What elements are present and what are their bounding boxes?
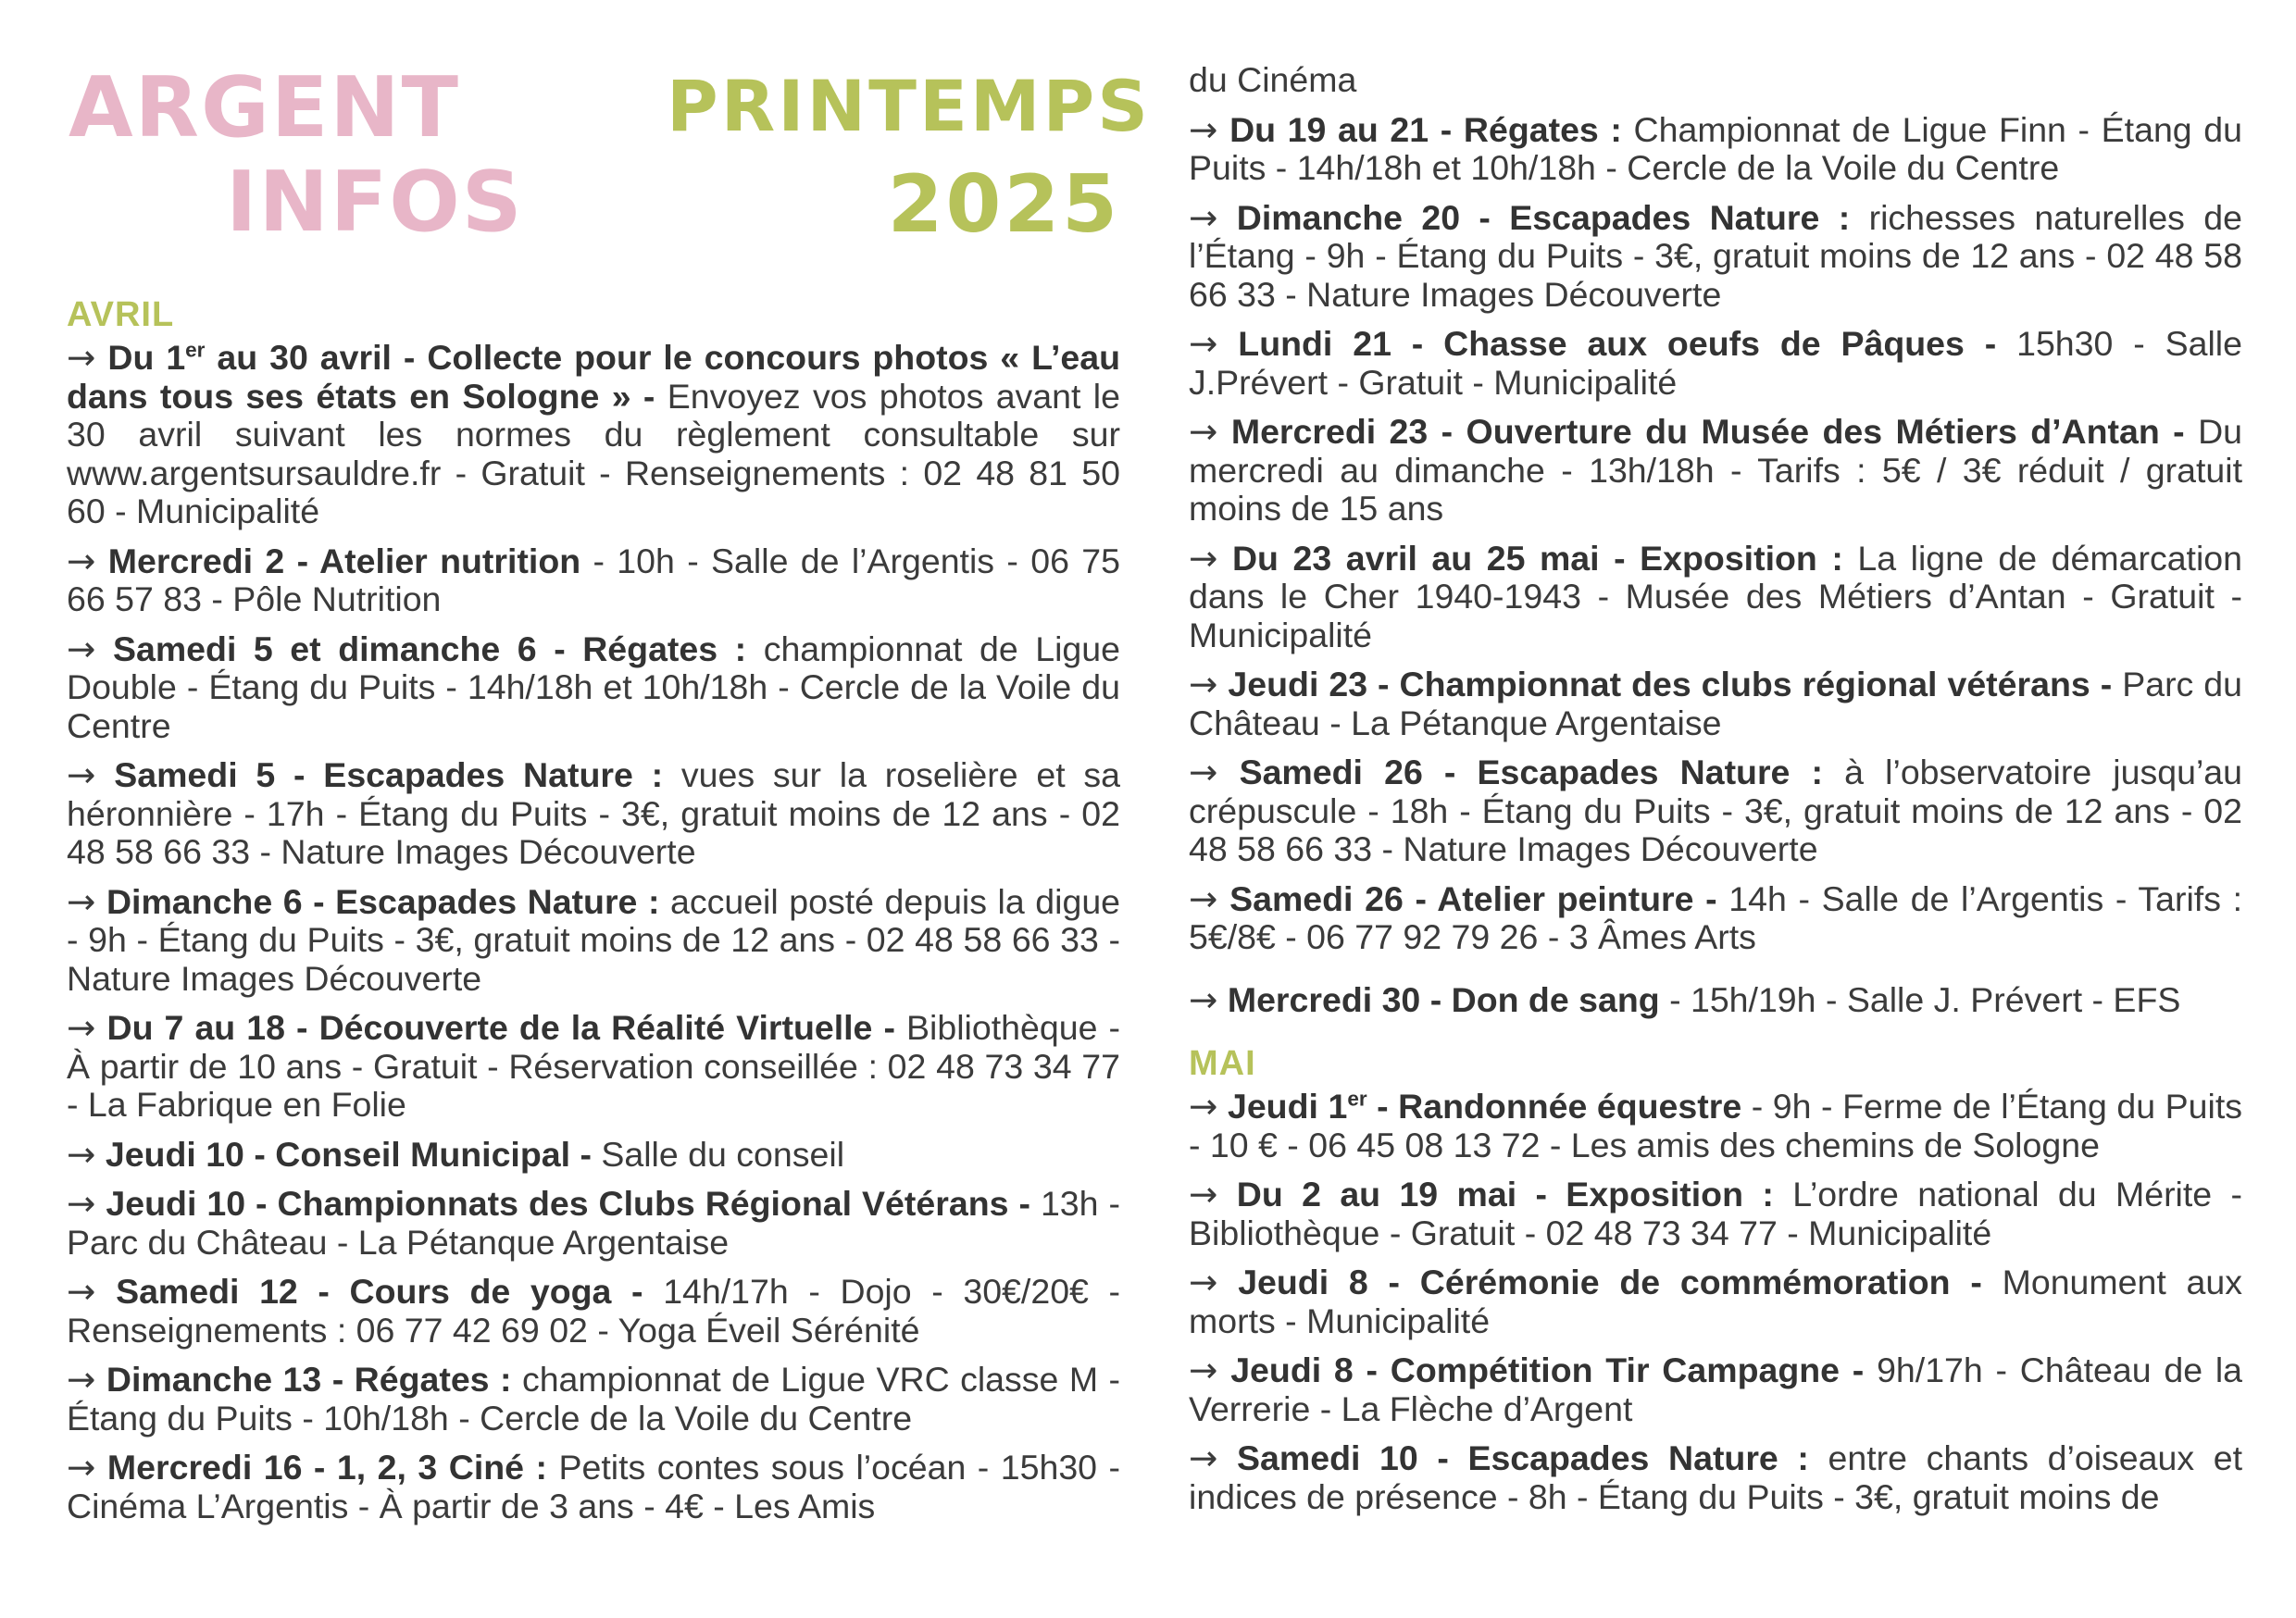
event-title: Du 7 au 18 - Découverte de la Réalité Virtuelle - [106, 1008, 895, 1047]
event-title-superscript: er [1347, 1087, 1367, 1111]
arrow-icon: → [1189, 323, 1218, 364]
event-details: Petits contes sous l’océan - 15h30 - Cinéma L’Argentis - À partir de 3 ans - 4€ - Les Amis [67, 1448, 1121, 1525]
event-title: Samedi 10 - Escapades Nature : [1237, 1438, 1809, 1477]
arrow-icon: → [1189, 411, 1218, 452]
left-column [67, 294, 1120, 1537]
event-details: Monument aux morts - Municipalité [1189, 1263, 2243, 1340]
event-item [1189, 1351, 2242, 1428]
event-item [1189, 196, 2242, 315]
arrow-icon: → [67, 880, 96, 922]
title-right-line2: 2025 [887, 158, 1120, 251]
event-details: - 15h/19h - Salle J. Prévert - EFS [1669, 979, 2181, 1019]
arrow-icon: → [1189, 752, 1218, 792]
event-title: Jeudi 8 - Compétition Tir Campagne - [1230, 1350, 1865, 1389]
event-details: 9h/17h - Château de la Verrerie - La Flèche d’Argent [1189, 1350, 2243, 1428]
event-item [1189, 877, 2243, 957]
event-title: Dimanche 6 - Escapades Nature : [106, 881, 660, 921]
arrow-icon: → [67, 540, 96, 581]
event-item [67, 1273, 1120, 1350]
event-details: championnat de Ligue Double - Étang du Puits - 14h/18h et 10h/18h - Cercle de la Voile du Centre [67, 629, 1120, 745]
event-title: - Randonnée équestre [1377, 1087, 1742, 1126]
event-item [67, 756, 1120, 872]
event-details: La ligne de démarcation dans le Cher 1940-1943 - Musée des Métiers d’Antan - Gratuit - Municipalité [1189, 538, 2243, 654]
arrow-icon: → [1189, 664, 1218, 704]
arrow-icon: → [1189, 108, 1218, 150]
event-title: Samedi 12 - Cours de yoga - [116, 1272, 643, 1311]
event-item [1189, 537, 2243, 655]
title-left-line1: ARGENT [69, 59, 461, 156]
arrow-icon: → [1189, 537, 1218, 579]
event-title-prefix: Jeudi 1 [1227, 1087, 1348, 1126]
event-details: vues sur la roselière et sa héronnière - 17h - Étang du Puits - 3€, gratuit moins de 12 ans - 02 48 58 66 33 - Nature Images Découverte [67, 755, 1121, 871]
event-details: à l’observatoire jusqu’au crépuscule - 18h - Étang du Puits - 3€, gratuit moins de 12 ans - 02 48 58 66 33 - Nature Images Découverte [1189, 753, 2242, 868]
event-title: Mercredi 2 - Atelier nutrition [107, 541, 581, 580]
event-title-superscript: er [185, 338, 206, 362]
event-item [67, 1133, 1120, 1175]
event-title: Samedi 5 - Escapades Nature : [114, 755, 664, 794]
arrow-icon: → [1189, 1350, 1218, 1390]
event-title: Jeudi 10 - Conseil Municipal - [105, 1134, 592, 1174]
event-item [1189, 978, 2242, 1020]
event-title: Mercredi 30 - Don de sang [1227, 979, 1660, 1019]
event-item [67, 542, 1120, 619]
section-heading-mai: MAI [1189, 1044, 1256, 1083]
event-details: 13h - Parc du Château - La Pétanque Argentaise [67, 1184, 1120, 1262]
event-title: Dimanche 13 - Régates : [106, 1360, 512, 1399]
event-item [67, 880, 1121, 999]
event-details: Du mercredi au dimanche - 13h/18h - Tarifs : 5€ / 3€ réduit / gratuit moins de 15 ans [1189, 412, 2242, 528]
event-item [1189, 325, 2242, 402]
section-heading-avril: AVRIL [67, 295, 175, 334]
arrow-icon: → [67, 1271, 96, 1312]
event-item [1189, 1263, 2242, 1340]
event-item [1189, 1176, 2242, 1252]
event-title: Du 2 au 19 mai - Exposition : [1236, 1175, 1774, 1214]
event-title: Mercredi 23 - Ouverture du Musée des Métiers d’Antan - [1230, 412, 2185, 451]
event-item [67, 630, 1120, 746]
event-details: 15h30 - Salle J.Prévert - Gratuit - Municipalité [1189, 324, 2242, 402]
arrow-icon: → [67, 1007, 96, 1048]
title-left-line2: INFOS [226, 154, 524, 251]
event-details: Parc du Château - La Pétanque Argentaise [1189, 665, 2243, 742]
event-details: 14h - Salle de l’Argentis - Tarifs : 5€/8€ - 06 77 92 79 26 - 3 Âmes Arts [1189, 878, 2243, 956]
event-details: - 10h - Salle de l’Argentis - 06 75 66 57 83 - Pôle Nutrition [67, 541, 1120, 618]
event-item [1189, 413, 2242, 529]
arrow-icon: → [1189, 1438, 1218, 1478]
event-title: Samedi 26 - Escapades Nature : [1239, 753, 1824, 791]
mai-event-list [1189, 1088, 2242, 1516]
title-printemps-2025 [667, 57, 1151, 254]
event-item [1189, 1088, 2242, 1164]
event-item [1189, 1439, 2242, 1516]
avril-event-list-continued [1189, 108, 2243, 1020]
event-item [67, 1009, 1120, 1125]
event-title-prefix: Du 1 [107, 338, 186, 377]
event-item [1189, 666, 2242, 742]
event-details: Championnat de Ligue Finn - Étang du Puits - 14h/18h et 10h/18h - Cercle de la Voile du Centre [1189, 109, 2243, 187]
event-item [1189, 753, 2242, 869]
right-column [1189, 61, 2242, 1527]
event-item [67, 1449, 1120, 1525]
arrow-icon: → [1189, 1262, 1218, 1302]
event-item [67, 1361, 1120, 1438]
event-details: richesses naturelles de l’Étang - 9h - Étang du Puits - 3€, gratuit moins de 12 ans - 02 48 58 66 33 - Nature Images Découverte [1189, 197, 2242, 314]
event-title: Du 23 avril au 25 mai - Exposition : [1231, 538, 1843, 578]
event-details: accueil posté depuis la digue - 9h - Étang du Puits - 3€, gratuit moins de 12 ans - 02 48 58 66 33 - Nature Images Découverte [67, 881, 1121, 998]
event-title: Jeudi 10 - Championnats des Clubs Régional Vétérans - [106, 1184, 1030, 1223]
arrow-icon: → [1189, 1086, 1218, 1126]
title-right-line1: PRINTEMPS [667, 65, 1151, 147]
event-details: Salle du conseil [601, 1134, 845, 1174]
arrow-icon: → [67, 1183, 96, 1224]
arrow-icon: → [67, 628, 96, 669]
arrow-icon: → [67, 1447, 96, 1487]
event-details: entre chants d’oiseaux et indices de présence - 8h - Étang du Puits - 3€, gratuit moins de [1189, 1438, 2242, 1516]
arrow-icon: → [67, 1359, 96, 1400]
event-title: Jeudi 8 - Cérémonie de commémoration - [1238, 1263, 1982, 1301]
event-title: Jeudi 23 - Championnat des clubs régional vétérans - [1228, 665, 2113, 703]
event-title: au 30 avril - Collecte pour le concours photos « L’eau dans tous ses états en Sologne » - [67, 338, 1120, 416]
arrow-icon: → [1189, 1174, 1218, 1214]
event-details: L’ordre national du Mérite - Bibliothèque - Gratuit - 02 48 73 34 77 - Municipalité [1189, 1175, 2242, 1252]
event-title: Samedi 26 - Atelier peinture - [1229, 878, 1717, 918]
event-title: Mercredi 16 - 1, 2, 3 Ciné : [106, 1448, 548, 1487]
event-details: championnat de Ligue VRC classe M - Étang du Puits - 10h/18h - Cercle de la Voile du Centre [67, 1360, 1121, 1438]
event-item [67, 339, 1120, 531]
arrow-icon: → [67, 337, 96, 378]
event-title: Lundi 21 - Chasse aux oeufs de Pâques - [1238, 324, 1997, 363]
event-title: Samedi 5 et dimanche 6 - Régates : [112, 629, 747, 668]
event-details: - 9h - Ferme de l’Étang du Puits - 10 € - 06 45 08 13 72 - Les amis des chemins de Sologne [1189, 1087, 2243, 1164]
event-title: Du 19 au 21 - Régates : [1229, 109, 1622, 149]
avril-event-list [67, 339, 1120, 1525]
event-details: Envoyez vos photos avant le 30 avril suivant les normes du règlement consultable sur www.argentsursauldre.fr - Gratuit - Renseignements : 02 48 81 50 60 - Municipalité [67, 376, 1120, 530]
event-details: 14h/17h - Dojo - 30€/20€ - Renseignements : 06 77 42 69 02 - Yoga Éveil Sérénité [67, 1272, 1121, 1350]
event-title: Dimanche 20 - Escapades Nature : [1236, 197, 1851, 237]
title-argent-infos [69, 61, 524, 250]
event-item [1189, 108, 2243, 188]
event-details: Bibliothèque - À partir de 10 ans - Gratuit - Réservation conseillée : 02 48 73 34 77 - La Fabrique en Folie [67, 1008, 1120, 1124]
arrow-icon: → [67, 1133, 96, 1175]
arrow-icon: → [1189, 196, 1218, 238]
arrow-icon: → [67, 754, 96, 795]
continuation-text: du Cinéma [1189, 60, 1357, 99]
event-item [67, 1185, 1120, 1262]
arrow-icon: → [1189, 877, 1218, 919]
arrow-icon: → [1189, 978, 1218, 1020]
